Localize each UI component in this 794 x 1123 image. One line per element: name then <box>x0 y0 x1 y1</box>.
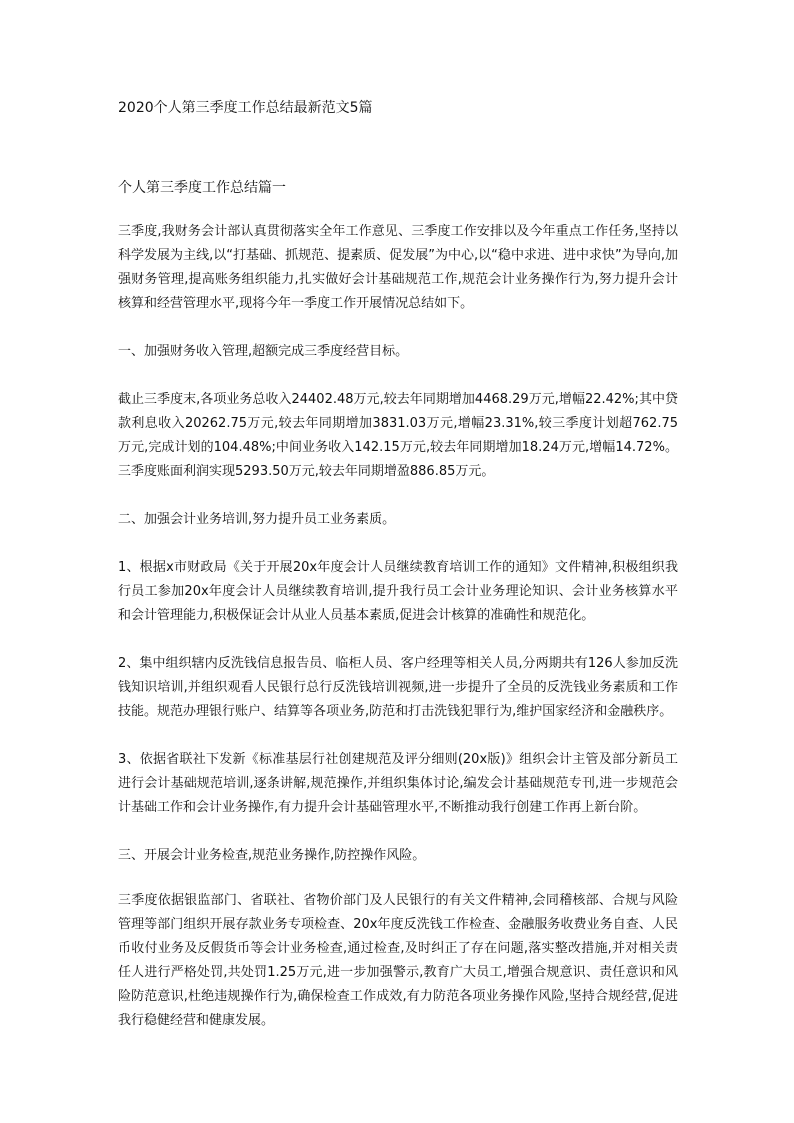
document-title: 2020个人第三季度工作总结最新范文5篇 <box>118 100 373 116</box>
paragraph-inspection: 三季度依据银监部门、省联社、省物价部门及人民银行的有关文件精神,会同稽核部、合规与风险管理等部门组织开展存款业务专项检查、20x年度反洗钱工作检查、金融服务收费业务自查、人民币收付业务及反假货币等会计业务检查,通过检查,及时纠正了存在问题,落实整改措施,并对相关责任人进行严格处罚,共处罚1.25万元,进一步加强警示,教育广大员工,增强合规意识、责任意识和风险防范意识,杜绝违规操作行为,确保检查工作成效,有力防范各项业务操作风险,坚持合规经营,促进我行稳健经营和健康发展。 <box>118 893 678 1028</box>
paragraph-intro: 三季度,我财务会计部认真贯彻落实全年工作意见、三季度工作安排以及今年重点工作任务,坚持以科学发展为主线,以“打基础、抓规范、提素质、促发展”为中心,以“稳中求进、进中求快”为导向,加强财务管理,提高账务组织能力,扎实做好会计基础规范工作,规范会计业务操作行为,努力提升会计核算和经营管理水平,现将今年一季度工作开展情况总结如下。 <box>118 224 678 311</box>
section-heading-1: 一、加强财务收入管理,超额完成三季度经营目标。 <box>118 344 409 359</box>
document-body <box>118 220 678 1057</box>
section-heading-2: 二、加强会计业务培训,努力提升员工业务素质。 <box>118 512 396 527</box>
article-title: 个人第三季度工作总结篇一 <box>118 180 286 196</box>
paragraph-training-1: 1、根据x市财政局《关于开展20x年度会计人员继续教育培训工作的通知》文件精神,积极组织我行员工参加20x年度会计人员继续教育培训,提升我行员工会计业务理论知识、会计业务核算水平和会计管理能力,积极保证会计从业人员基本素质,促进会计核算的准确性和规范化。 <box>118 560 678 623</box>
paragraph-revenue: 截止三季度末,各项业务总收入24402.48万元,较去年同期增加4468.29万元,增幅22.42%;其中贷款利息收入20262.75万元,较去年同期增加3831.03万元,增幅23.31%,较三季度计划超762.75万元,完成计划的104.48%;中间业务收入142.15万元,较去年同期增加18.24万元,增幅14.72%。三季度账面利润实现5293.50万元,较去年同期增盈886.85万元。 <box>118 392 678 479</box>
paragraph-training-2: 2、集中组织辖内反洗钱信息报告员、临柜人员、客户经理等相关人员,分两期共有126人参加反洗钱知识培训,并组织观看人民银行总行反洗钱培训视频,进一步提升了全员的反洗钱业务素质和工作技能。规范办理银行账户、结算等各项业务,防范和打击洗钱犯罪行为,维护国家经济和金融秩序。 <box>118 656 678 719</box>
paragraph-training-3: 3、依据省联社下发新《标准基层行社创建规范及评分细则(20x版)》组织会计主管及部分新员工进行会计基础规范培训,逐条讲解,规范操作,并组织集体讨论,编发会计基础规范专刊,进一步规范会计基础工作和会计业务操作,有力提升会计基础管理水平,不断推动我行创建工作再上新台阶。 <box>118 752 678 815</box>
section-heading-3: 三、开展会计业务检查,规范业务操作,防控操作风险。 <box>118 848 426 863</box>
